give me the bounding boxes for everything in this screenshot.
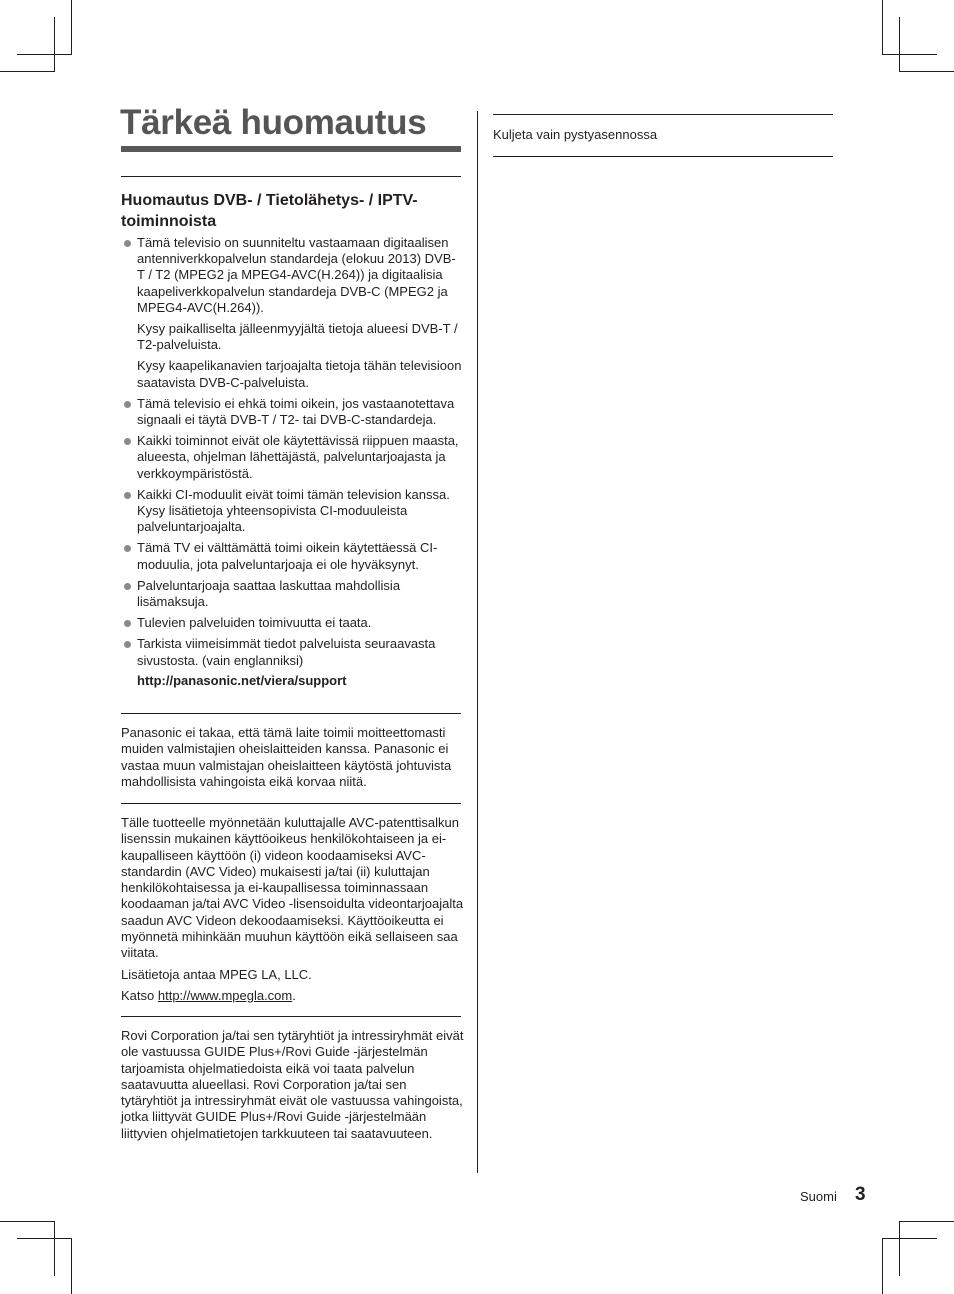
list-item xyxy=(121,615,463,631)
crop-mark xyxy=(882,0,883,55)
title-underline xyxy=(121,146,461,152)
section-divider xyxy=(121,1016,461,1017)
bullet-icon xyxy=(124,583,131,590)
list-item xyxy=(121,433,463,482)
bullet-subtext: Kysy paikalliselta jälleenmyyjältä tietoja alueesi DVB-T / T2-palveluista. xyxy=(137,321,458,353)
bullet-text: Tämä TV ei välttämättä toimi oikein käytettäessä CI-moduulia, jota palveluntarjoaja ei ole hyväksynyt. xyxy=(137,540,438,572)
bullet-icon xyxy=(124,438,131,445)
bullet-icon xyxy=(124,492,131,499)
list-item xyxy=(121,235,463,391)
footer-language: Suomi xyxy=(800,1189,837,1204)
page-number: 3 xyxy=(855,1184,866,1205)
crop-mark xyxy=(71,0,72,55)
crop-mark xyxy=(899,1221,954,1222)
crop-mark xyxy=(899,17,900,72)
avc-notice-text: Tälle tuotteelle myönnetään kuluttajalle AVC-patenttisalkun lisenssin mukainen käyttöoikeus henkilökohtaiseen ja ei-kaupalliseen käyttöön (i) videon koodaamiseksi AVC-standardin (AVC Video) mukaisesti ja/tai (ii) kuluttajan henkilökohtaisessa ja ei-kaupallisessa toiminnassaan koodaaman ja/tai AVC Video -lisensoidulta videontarjoajalta saadun AVC Videon dekoodaamiseksi. Käyttöoikeutta ei myönnetä mihinkään muuhun käyttöön eikä sellaiseen saa viitata. xyxy=(121,815,464,961)
section-divider xyxy=(121,176,461,177)
transport-note: Kuljeta vain pystyasennossa xyxy=(493,127,658,142)
bullet-text: Tulevien palveluiden toimivuutta ei taata. xyxy=(137,615,372,631)
list-item xyxy=(121,487,463,536)
crop-mark xyxy=(899,1221,900,1276)
avc-notice xyxy=(121,815,466,1009)
panasonic-notice-text: Panasonic ei takaa, että tämä laite toimii moitteettomasti muiden valmistajien oheislaitteiden kanssa. Panasonic ei vastaa muun valmistajan oheislaitteen käytöstä johtuvista mahdollisista vahingoista eikä korvaa niitä. xyxy=(121,725,452,789)
column-divider xyxy=(477,111,478,1173)
section-divider xyxy=(121,803,461,804)
page-title: Tärkeä huomautus xyxy=(120,103,427,142)
note-rule-bottom xyxy=(493,156,833,157)
bullet-icon xyxy=(124,545,131,552)
bullet-text: Tämä televisio on suunniteltu vastaamaan digitaalisen antenniverkkopalvelun standardeja (elokuu 2013) DVB-T / T2 (MPEG2 ja MPEG4-AVC(H.264)) ja digitaalisia kaapeliverkkopalvelun standardeja DVB-C (MPEG2 ja MPEG4-AVC(H.264)). xyxy=(137,235,456,315)
rovi-notice-text: Rovi Corporation ja/tai sen tytäryhtiöt ja intressiryhmät eivät ole vastuussa GUIDE Plus+/Rovi Guide -järjestelmän tarjoamista ohjelmatiedoista eikä voi taata palvelun saatavuutta alueellasi. Rovi Corporation ja/tai sen tytäryhtiöt ja intressiryhmät eivät ole vastuussa vahingoista, jotka liittyvät GUIDE Plus+/Rovi Guide -järjestelmään liittyvien ohjelmatietojen tarkkuuteen tai saatavuuteen. xyxy=(121,1028,464,1141)
list-item xyxy=(121,578,463,610)
crop-mark xyxy=(899,71,954,72)
avc-see-prefix: Katso xyxy=(121,987,158,1003)
dvb-notice-list xyxy=(121,235,463,694)
crop-mark xyxy=(0,71,55,72)
section-divider xyxy=(121,713,461,714)
crop-mark xyxy=(882,1238,883,1294)
crop-mark xyxy=(71,1238,72,1294)
avc-more-info: Lisätietoja antaa MPEG LA, LLC. xyxy=(121,966,312,982)
section-heading: Huomautus DVB- / Tietolähetys- / IPTV-toiminnoista xyxy=(121,192,418,230)
note-rule-top xyxy=(493,114,833,115)
bullet-icon xyxy=(124,240,131,247)
crop-mark xyxy=(54,17,55,72)
crop-mark xyxy=(54,1221,55,1276)
list-item xyxy=(121,396,463,428)
bullet-text: Tämä televisio ei ehkä toimi oikein, jos vastaanotettava signaali ei täytä DVB-T / T2- tai DVB-C-standardeja. xyxy=(137,395,455,428)
rovi-notice xyxy=(121,1028,466,1147)
avc-see-line xyxy=(121,988,466,1004)
bullet-text: Tarkista viimeisimmät tiedot palveluista seuraavasta sivustosta. (vain englanniksi) xyxy=(137,636,436,668)
bullet-icon xyxy=(124,620,131,627)
list-item xyxy=(121,540,463,572)
bullet-text: Kaikki toiminnot eivät ole käytettävissä riippuen maasta, alueesta, ohjelman lähettäjästä, palveluntarjoajasta ja verkkoympäristöstä. xyxy=(137,433,459,481)
crop-mark xyxy=(17,1238,72,1239)
crop-mark xyxy=(882,54,937,55)
crop-mark xyxy=(0,1221,55,1222)
bullet-icon xyxy=(124,401,131,408)
crop-mark xyxy=(882,1238,937,1239)
bullet-icon xyxy=(124,641,131,648)
support-url[interactable]: http://panasonic.net/viera/support xyxy=(137,672,347,688)
list-item xyxy=(121,636,463,668)
crop-mark xyxy=(17,54,72,55)
bullet-subtext: Kysy kaapelikanavien tarjoajalta tietoja tähän televisioon saatavista DVB-C-palveluista. xyxy=(137,358,462,390)
panasonic-notice xyxy=(121,725,466,795)
bullet-text: Kaikki CI-moduulit eivät toimi tämän television kanssa. Kysy lisätietoja yhteensopivista CI-moduuleista palveluntarjoajalta. xyxy=(137,486,450,535)
mpegla-link[interactable]: http://www.mpegla.com xyxy=(157,987,293,1003)
avc-see-suffix: . xyxy=(292,987,296,1003)
bullet-text: Palveluntarjoaja saattaa laskuttaa mahdollisia lisämaksuja. xyxy=(137,577,401,610)
